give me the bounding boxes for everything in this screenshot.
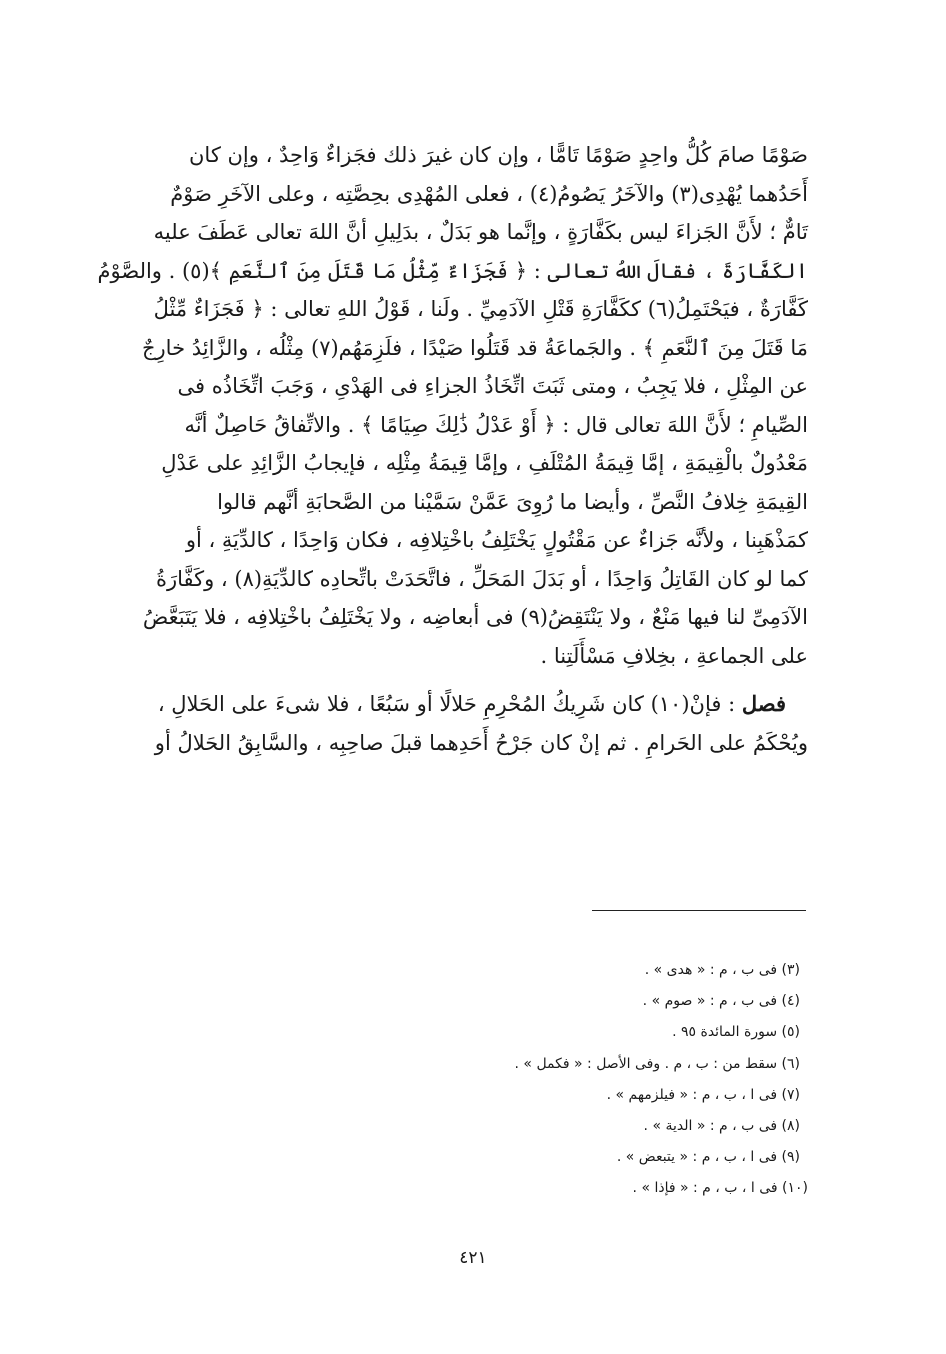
footnote-9: (٩) فى ا ، ب ، م : « يتبعض » . [616,1149,800,1166]
text-line: الكَفَّارَةَ ، فقالَ اللهُ تعالى : ﴿ فَجَزَاءٌ مِّثْلُ مَا قَتَلَ مِنَ ٱلنَّعَمِ ﴾(٥) . والصَّوْمُ [97,258,808,283]
text-line [128,685,808,724]
text-line: عن المِثْلِ ، فلا يَجِبُ ، ومتى ثَبَتَ اتِّخَاذُ الجزاءِ فى الهَدْىِ ، وَجَبَ اتِّخَاذُه فى [177,374,808,398]
footnote-7: (٧) فى ا ، ب ، م : « فيلزمهم » . [606,1086,800,1103]
text-line: على الجماعةِ ، بخِلافِ مَسْأَلَتِنا . [540,643,808,668]
text-line: مَا قَتَلَ مِنَ ٱلنَّعَمِ ﴾ . والجَماعَةُ قد قَتَلُوا صَيْدًا ، فلَزِمَهُم(٧) مِثْلُه ، والزَّائِدُ خارِجٌ [141,335,808,360]
section-heading: فصل [741,691,786,716]
text-line: كمَذْهَبِنا ، ولأنَّه جَزاءٌ عن مَقْتُولٍ يَخْتَلِفُ باخْتِلافِه ، فكان وَاحِدًا ، كالدِّيَةِ ، أو [185,528,808,552]
main-text-block [97,136,808,762]
footnote-6: (٦) سقط من : ب ، م . وفى الأصل : « فكمل » . [514,1055,800,1072]
text-line: القِيمَةِ خِلافُ النَّصِّ ، وأيضا ما رُوِىَ عَمَّنْ سَمَّيْنا من الصَّحابَةِ أنَّهم قالوا [217,489,808,514]
paragraph-2-first-line-text: : فإنْ(١٠) كان شَرِيكُ المُحْرِمِ حَلالًا أو سَبُعًا ، فلا شىءَ على الحَلالِ ، [157,692,736,716]
footnote-8: (٨) فى ب ، م : « الدية » . [643,1118,800,1135]
paragraph-1 [97,136,808,675]
page-number: ٤٢١ [459,1248,487,1268]
text-line: كما لو كان القَاتِلُ وَاحِدًا ، أو بَدَلَ المَحَلِّ ، فاتَّحَدَتْ باتِّحادِه كالدِّيَةِ(٨) ، وكَفَّارَةُ [155,566,808,591]
footnote-10: (١٠) فى ا ، ب ، م : « فإذا » . [632,1180,808,1197]
text-line: صَوْمًا صامَ كُلُّ واحِدٍ صَوْمًا تَامًّا ، وإن كان غيرَ ذلك فجَزاءٌ وَاحِدٌ ، وإن كان [189,143,808,167]
text-line: أَحَدُهما يُهْدِى(٣) والآخَرُ يَصُومُ(٤) ، فعلى المُهْدِى بحِصَّتِه ، وعلى الآخَرِ صَوْمٌ [170,181,808,206]
text-line: الآدَمِىِّ لنا فيها مَنْعٌ ، ولا يَنْتَقِضُ(٩) فى أبعاضِه ، ولا يَخْتَلِفُ باخْتِلافِه ، فلا يَتَبَعَّضُ [142,605,808,629]
text-line: الصِّيامِ ؛ لأَنَّ اللهَ تعالى قال : ﴿ أَوْ عَدْلُ ذَٰلِكَ صِيَامًا ﴾ . والاتِّفاقُ حَاصِلٌ أنَّه [184,412,808,437]
text-line: ويُحْكَمُ على الحَرامِ . ثم إنْ كان جَرْحُ أَحَدِهما قبلَ صاحِبِه ، والسَّابِقُ الحَلالُ أو [154,730,808,755]
text-line: كَفَّارَةٌ ، فيَحْتَمِلُ(٦) ككَفَّارَةِ قَتْلِ الآدَمِيِّ . ولَنا ، قَوْلُ اللهِ تعالى : ﴿ فَجَزَاءٌ مِّثْلُ [153,297,808,321]
footnotes-block [300,955,808,1205]
footnote-4: (٤) فى ب ، م : « صوم » . [642,993,800,1010]
footnote-3: (٣) فى ب ، م : « هدى » . [644,962,800,978]
text-line: مَعْدُولٌ بالْقِيمَةِ ، إمَّا قِيمَةُ المُتْلَفِ ، وإمَّا قِيمَةُ مِثْلِه ، فإيجابُ الزَّائِدِ على عَدْلِ [161,451,808,475]
footnote-5: (٥) سورة المائدة ٩٥ . [672,1024,800,1041]
text-line: تَامٌّ ؛ لأَنَّ الجَزاءَ ليس بكَفَّارَةٍ ، وإنَّما هو بَدَلٌ ، بدَلِيلِ أنَّ اللهَ تعالى عَطَفَ عليه [153,220,808,244]
footnote-divider [592,910,806,911]
paragraph-2 [128,685,808,762]
